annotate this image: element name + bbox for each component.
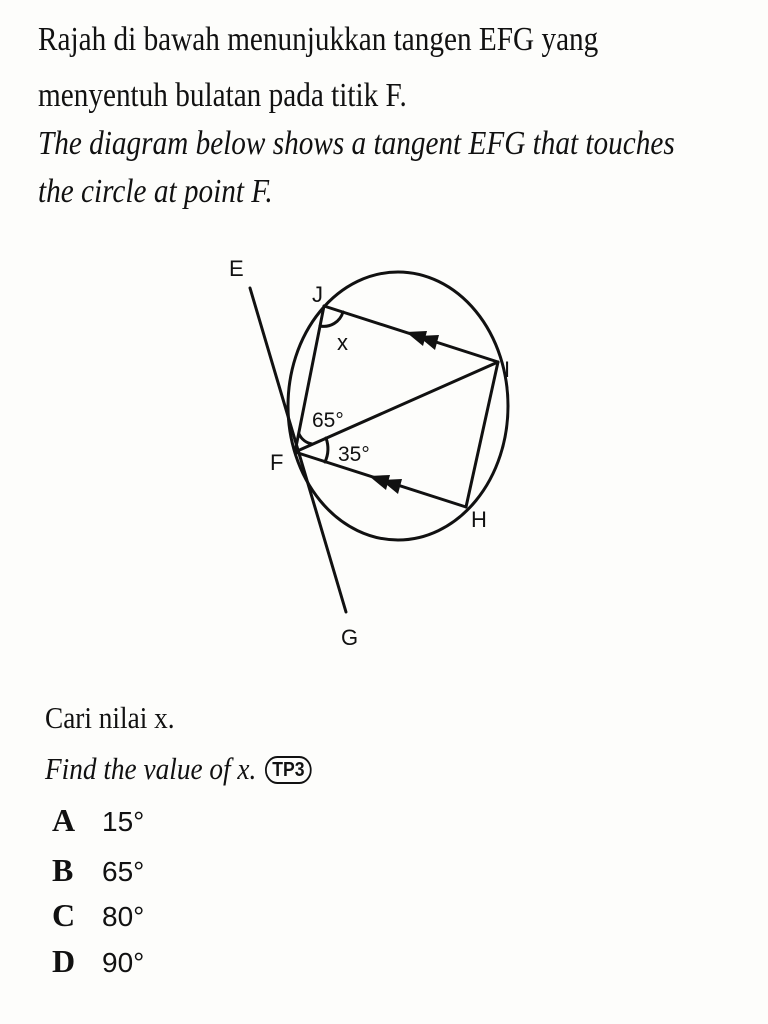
- option-a[interactable]: [52, 800, 144, 840]
- label-j: J: [312, 282, 323, 307]
- tp-level-badge: TP3: [265, 756, 311, 784]
- option-c[interactable]: [52, 895, 144, 935]
- option-b[interactable]: [52, 850, 144, 890]
- label-e: E: [229, 256, 244, 281]
- option-letter: B: [52, 852, 74, 888]
- chord-ih: [466, 362, 498, 507]
- angle-arc-65: [299, 434, 312, 444]
- option-value: 15°: [102, 806, 145, 837]
- label-g: G: [341, 625, 359, 650]
- option-letter: A: [52, 802, 76, 838]
- label-x: x: [337, 330, 348, 355]
- option-letter: D: [52, 943, 76, 979]
- label-i: I: [504, 357, 511, 382]
- question-malay-line-2: menyentuh bulatan pada titik F.: [38, 77, 407, 114]
- angle-label-65: 65°: [312, 409, 344, 432]
- label-h: H: [471, 507, 487, 532]
- angle-arc-35: [325, 438, 328, 462]
- label-f: F: [270, 450, 284, 475]
- option-d[interactable]: [52, 941, 144, 981]
- option-value: 65°: [102, 856, 145, 887]
- question-malay-line-1: Rajah di bawah menunjukkan tangen EFG yang: [38, 21, 599, 58]
- option-letter: C: [52, 897, 76, 933]
- prompt-malay: Cari nilai x.: [45, 700, 175, 735]
- option-value: 80°: [102, 901, 145, 932]
- prompt-english-row: [45, 751, 312, 787]
- angle-label-35: 35°: [338, 443, 370, 466]
- question-english-line-2: the circle at point F.: [38, 173, 273, 210]
- question-english-line-1: The diagram below shows a tangent EFG that touches: [38, 125, 675, 162]
- option-value: 90°: [102, 947, 145, 978]
- prompt-english: Find the value of x.: [45, 751, 257, 786]
